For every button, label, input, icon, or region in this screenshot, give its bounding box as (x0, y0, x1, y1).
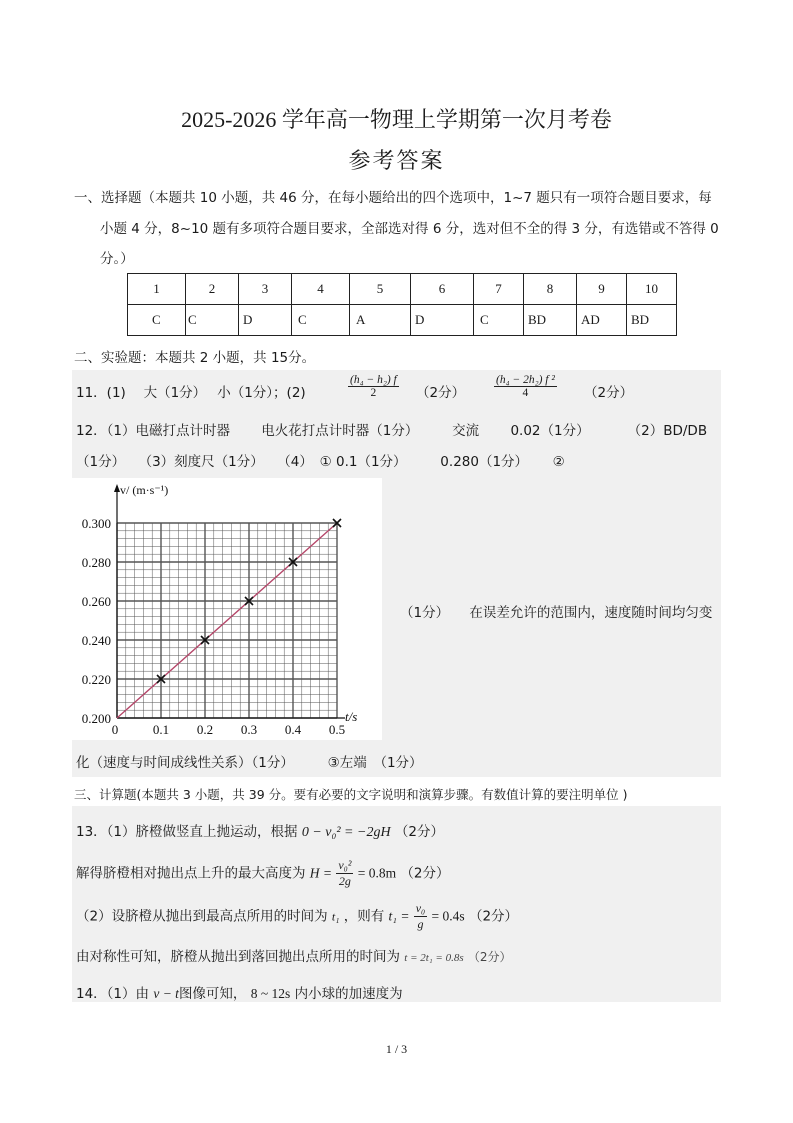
q13-height-numerator: v₀² (338, 858, 352, 872)
q13-time-result: = 0.4s (431, 908, 465, 924)
question-number: 3 (239, 274, 292, 305)
velocity-time-chart (72, 478, 382, 740)
y-tick-label: 0.300 (81, 516, 111, 531)
question-number: 9 (577, 274, 627, 305)
answer-cell: BD (627, 305, 677, 336)
question-number: 6 (411, 274, 474, 305)
y-tick-label: 0.260 (81, 594, 111, 609)
q12-conclusion: （1分） 在误差允许的范围内，速度随时间均匀变 (400, 605, 713, 621)
page-number: 1 / 3 (385, 1042, 408, 1056)
q14-line1 (76, 982, 403, 1002)
section3-heading: 三、计算题(本题共 3 小题，共 39 分。要有必要的文字说明和演算步骤。有数值计算的要注明单位 ) (74, 787, 628, 802)
q11-formula-1-denominator: 2 (370, 387, 377, 399)
q13-time-symbol: t₁ (331, 909, 340, 924)
x-tick-label: 0.1 (152, 722, 170, 737)
question-number: 8 (524, 274, 577, 305)
x-tick-label: 0.4 (284, 722, 302, 737)
q13-score-2: （2分） (400, 865, 450, 882)
q12-line3: 化（速度与时间成线性关系）（1分） ③左端 （1分） (76, 755, 423, 771)
y-tick-label: 0.220 (81, 672, 111, 687)
q13-height-denominator: 2g (338, 874, 351, 888)
answer-table-answer-row (128, 305, 677, 336)
y-tick-label: 0.240 (81, 633, 111, 648)
q12-line2: （1分） （3）刻度尺（1分） （4） ① 0.1（1分） 0.280（1分） ② (76, 454, 565, 470)
q13-line1 (76, 820, 444, 841)
q11-score-2: （2分） (584, 385, 634, 401)
answer-cell: D (411, 305, 474, 336)
q13-time-numerator: v₀ (415, 901, 426, 915)
answer-cell: C (292, 305, 350, 336)
question-number: 10 (627, 274, 677, 305)
answer-cell: C (186, 305, 239, 336)
q13-line4 (76, 945, 512, 965)
q14-text-c: 内小球的加速度为 (294, 986, 403, 1002)
q14-time-range: 8 ~ 12s (250, 986, 291, 1001)
q13-score-4: （2分） (467, 950, 512, 964)
q11-formula-2 (494, 374, 557, 399)
q11-formula-2-numerator: (h₄ − 2h₂) f ² (496, 374, 555, 386)
q13-equation-1: 0 − v₀² = −2gH (301, 825, 391, 840)
q11-formula-1-numerator: (h₄ − h₂) f (350, 374, 397, 386)
q13-score-3: （2分） (468, 908, 519, 925)
answer-cell: BD (524, 305, 577, 336)
section2-heading: 二、实验题：本题共 2 小题，共 15分。 (74, 350, 316, 366)
q11-text: 11．(1) 大（1分） 小（1分）；(2) (76, 385, 306, 401)
q14-text-b: 图像可知， (178, 986, 247, 1002)
q14-text-a: 14．（1）由 (76, 986, 150, 1002)
answer-table-header-row (128, 274, 677, 305)
page-title: 2025-2026 学年高一物理上学期第一次月考卷 (181, 107, 612, 132)
y-tick-label: 0.280 (81, 555, 111, 570)
y-axis-label: v/ (m·s⁻¹) (120, 483, 169, 497)
q11-formula-1 (348, 374, 399, 399)
x-tick-label: 0.2 (196, 722, 214, 737)
q13-line1-text: 13．（1）脐橙做竖直上抛运动，根据 (76, 824, 298, 840)
section1-line3: 分。） (100, 251, 134, 267)
question-number: 2 (186, 274, 239, 305)
answer-cell: D (239, 305, 292, 336)
fit-line (117, 523, 337, 718)
question-number: 4 (292, 274, 350, 305)
x-tick-label: 0.5 (328, 722, 346, 737)
q13-line4-text: 由对称性可知，脐橙从抛出到落回抛出点所用的时间为 (76, 949, 400, 965)
q13-line3-text: （2）设脐橙从抛出到最高点所用的时间为 (76, 908, 328, 925)
q13-line2-text: 解得脐橙相对抛出点上升的最大高度为 (76, 865, 306, 882)
answer-cell: C (474, 305, 524, 336)
answer-cell: AD (577, 305, 627, 336)
answer-cell: A (350, 305, 411, 336)
q11-score-1: （2分） (416, 385, 466, 401)
x-tick-label: 0.3 (240, 722, 258, 737)
answer-table (127, 273, 677, 336)
q13-time-denominator: g (417, 917, 424, 931)
question-number: 5 (350, 274, 411, 305)
q12-line1: 12．（1）电磁打点计时器 电火花打点计时器（1分） 交流 0.02（1分） （2）BD/DB (76, 423, 708, 439)
q13-score-1: （2分） (394, 824, 444, 840)
velocity-time-chart-svg (72, 478, 382, 740)
question-number: 7 (474, 274, 524, 305)
q14-graph-name: v − t (153, 986, 179, 1001)
q13-line3 (76, 901, 518, 932)
y-tick-label: 0.200 (81, 711, 111, 726)
q13-total-time: t = 2t₁ = 0.8s (404, 952, 464, 964)
section1-line1: 一、选择题（本题共 10 小题，共 46 分，在每小题给出的四个选项中，1~7 题只有一项符合题目要求，每 (74, 190, 712, 206)
page-subtitle: 参考答案 (348, 149, 445, 174)
x-axis-label: t/s (345, 709, 358, 724)
q13-line3-mid: ，则有 (343, 908, 385, 925)
question-number: 1 (128, 274, 186, 305)
q13-height-result: = 0.8m (357, 865, 397, 881)
section1-line2: 小题 4 分，8~10 题有多项符合题目要求，全部选对得 6 分，选对但不全的得 3 分，有选错或不答得 0 (100, 221, 719, 237)
answer-cell: C (128, 305, 186, 336)
q13-height-symbol: H = (309, 865, 333, 881)
q13-time-lhs: t₁ = (388, 908, 410, 924)
q11-formula-2-denominator: 4 (522, 387, 529, 399)
q13-line2 (76, 858, 450, 889)
x-tick-label: 0 (111, 722, 119, 737)
